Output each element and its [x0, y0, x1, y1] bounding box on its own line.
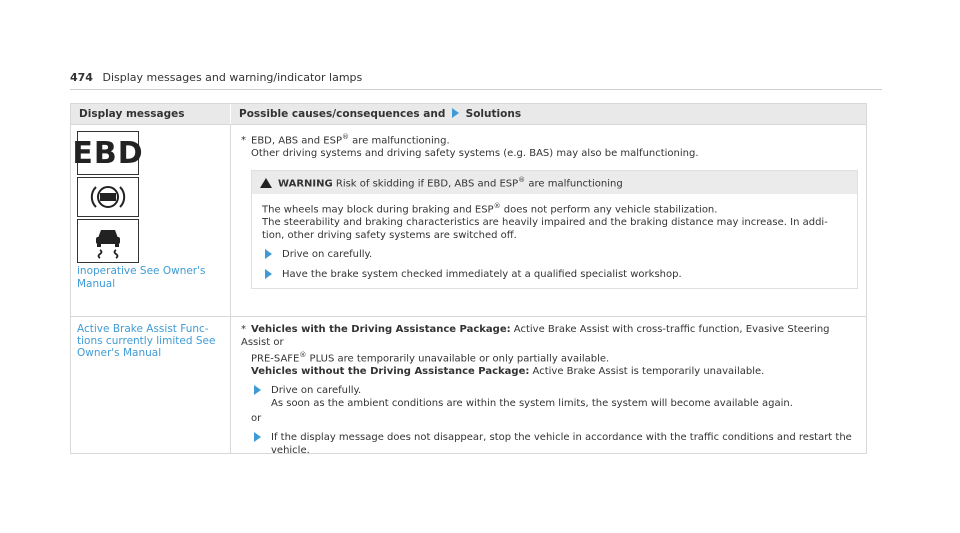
step-line-2: As soon as the ambient conditions are within the system limits, the system will become available again. [271, 398, 793, 410]
with-package-text: Active Brake Assist with cross-traffic function, Evasive Steering Assist or [241, 324, 830, 348]
col-header-causes-text: Possible causes/consequences and [239, 108, 446, 120]
cause-text-a: EBD, ABS and ESP [251, 135, 342, 147]
with-package-label: Vehicles with the Driving Assistance Package: [251, 324, 511, 335]
col-header-solutions-text: Solutions [465, 108, 522, 120]
table-row [71, 316, 866, 457]
warning-body [252, 194, 857, 288]
registered-mark: ® [341, 133, 349, 141]
registered-mark: ® [493, 201, 501, 210]
causes-cell [231, 317, 866, 457]
col-header-display-messages: Display messages [71, 104, 231, 124]
arrow-right-icon [251, 431, 271, 457]
messages-table [70, 103, 867, 457]
warning-box [251, 170, 858, 289]
cause-with-package [241, 323, 858, 349]
causes-cell [231, 125, 866, 316]
step-text: If the display message does not disappear, stop the vehicle in accordance with the traffic conditions and restart the vehicle. [271, 432, 852, 457]
display-message-cell [71, 317, 231, 453]
solution-step [241, 384, 858, 410]
arrow-right-icon [452, 108, 459, 118]
col-header-causes [231, 104, 866, 124]
display-message-cell [71, 125, 231, 316]
footnote-marker: * [241, 135, 246, 147]
registered-mark: ® [518, 176, 526, 185]
footnote-marker: * [241, 324, 246, 335]
cause-text-b: are malfunctioning. [348, 135, 450, 147]
header-rule [70, 89, 882, 90]
without-package-label: Vehicles without the Driving Assistance Package: [251, 366, 530, 378]
table-header [71, 104, 866, 124]
page-number: 474 [70, 71, 93, 84]
warning-text-a: Risk of skidding if EBD, ABS and ESP [332, 178, 519, 190]
without-package-text: Active Brake Assist is temporarily unavailable. [529, 366, 765, 378]
warning-paragraph-2: The steerability and braking characteristics are heavily impaired and the braking distance may increase. In addi-tion, other driving safety systems are switched off. [262, 216, 828, 241]
abs-lamp-icon [77, 177, 139, 217]
presafe-text-b: PLUS are temporarily unavailable or only partially available. [306, 353, 610, 365]
page-title: Display messages and warning/indicator lamps [102, 71, 363, 84]
step-line-1: Drive on carefully. [271, 385, 362, 397]
registered-mark: ® [299, 351, 307, 359]
or-separator: or [251, 413, 262, 425]
arrow-right-icon [262, 248, 282, 262]
esp-skid-lamp-icon [77, 219, 139, 263]
arrow-right-icon [262, 268, 282, 282]
cause-without-package [241, 365, 858, 378]
warning-header [252, 171, 857, 193]
table-row [71, 124, 866, 316]
display-message-label: Active Brake Assist Func-tions currently limited See Owner's Manual [77, 323, 216, 359]
solution-step [262, 248, 847, 262]
solution-step [241, 431, 858, 457]
solution-step [262, 268, 847, 282]
step-text: Have the brake system checked immediately at a qualified specialist workshop. [282, 268, 682, 280]
warning-triangle-icon [260, 178, 272, 188]
warn-p1-a: The wheels may block during braking and ESP [262, 203, 494, 215]
warning-text-b: are malfunctioning [525, 178, 623, 190]
arrow-right-icon [251, 384, 271, 410]
warning-paragraph-1 [262, 200, 847, 216]
warn-p1-b: does not perform any vehicle stabilization. [500, 203, 718, 215]
display-message-label: inoperative See Owner's Manual [77, 265, 206, 290]
ebd-lamp-icon: EBD [77, 131, 139, 175]
cause-with-package-2 [241, 349, 858, 365]
presafe-text: PRE-SAFE [251, 353, 300, 365]
step-text [271, 384, 858, 410]
page-header [70, 71, 362, 84]
step-text: Drive on carefully. [282, 248, 373, 260]
cause-line-2: Other driving systems and driving safety systems (e.g. BAS) may also be malfunctioning. [251, 148, 699, 160]
warning-title: WARNING [278, 178, 333, 190]
cause-line-1 [241, 131, 858, 147]
